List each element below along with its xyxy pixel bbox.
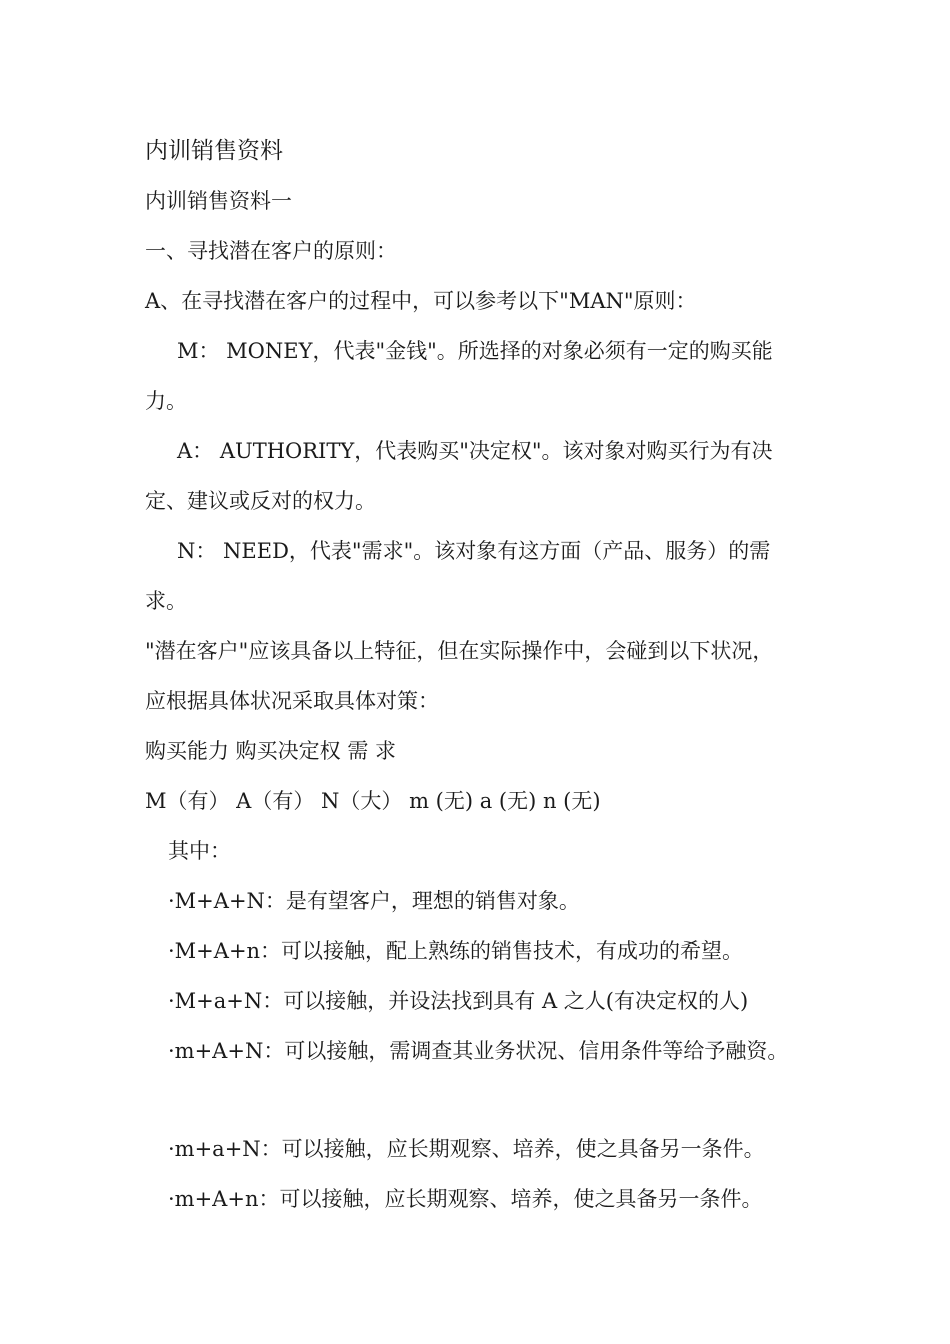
criteria-header: 购买能力 购买决定权 需 求: [145, 739, 397, 763]
among-label: 其中：: [168, 839, 231, 863]
document-title: 内训销售资料: [145, 138, 283, 164]
list-item: ·M+a+N：可以接触，并设法找到具有 A 之人(有决定权的人): [168, 989, 749, 1013]
list-item: ·M+A+N：是有望客户，理想的销售对象。: [168, 889, 580, 913]
money-definition-line-2: 力。: [145, 389, 187, 413]
authority-definition-line-2: 定、建议或反对的权力。: [145, 489, 376, 513]
section-heading: 一、寻找潜在客户的原则：: [145, 239, 397, 263]
principle-intro: A、在寻找潜在客户的过程中，可以参考以下"MAN"原则：: [145, 289, 697, 313]
note-line-2: 应根据具体状况采取具体对策：: [145, 689, 439, 713]
list-item: ·M+A+n：可以接触，配上熟练的销售技术，有成功的希望。: [168, 939, 744, 963]
document-subtitle: 内训销售资料一: [145, 189, 292, 213]
list-item: ·m+A+n：可以接触，应长期观察、培养，使之具备另一条件。: [168, 1187, 763, 1211]
note-line-1: "潜在客户"应该具备以上特征，但在实际操作中，会碰到以下状况，: [145, 639, 774, 663]
need-definition-line-2: 求。: [145, 589, 187, 613]
need-definition-line-1: N： NEED，代表"需求"。该对象有这方面（产品、服务）的需: [177, 539, 771, 563]
criteria-values: M（有） A（有） N（大） m (无) a (无) n (无): [145, 789, 601, 813]
money-definition-line-1: M： MONEY，代表"金钱"。所选择的对象必须有一定的购买能: [177, 339, 773, 363]
list-item: ·m+a+N：可以接触，应长期观察、培养，使之具备另一条件。: [168, 1137, 765, 1161]
list-item: ·m+A+N：可以接触，需调查其业务状况、信用条件等给予融资。: [168, 1039, 789, 1063]
authority-definition-line-1: A： AUTHORITY，代表购买"决定权"。该对象对购买行为有决: [177, 439, 773, 463]
